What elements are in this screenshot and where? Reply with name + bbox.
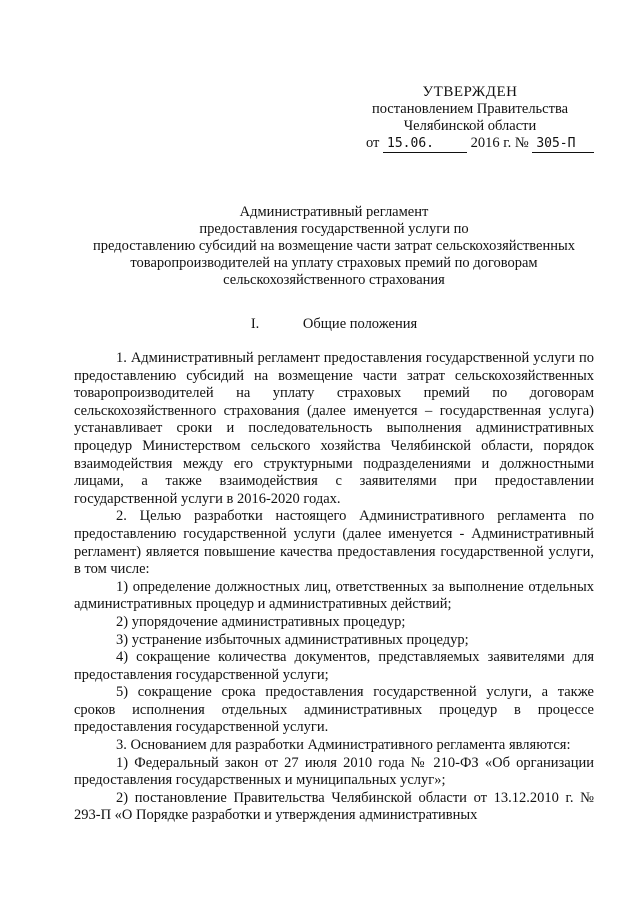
paragraph: 1) Федеральный закон от 27 июля 2010 года № 210-ФЗ «Об организации предоставления государственных и муниципальных услуг»; — [74, 754, 594, 789]
heading-line-5: сельскохозяйственного страхования — [223, 272, 445, 288]
section-title: Общие положения — [302, 316, 418, 332]
paragraph: 1) определение должностных лиц, ответственных за выполнение отдельных административных процедур и административных действий; — [74, 578, 594, 613]
heading-line-4: товаропроизводителей на уплату страховых премий по договорам — [130, 255, 538, 271]
document-heading — [74, 204, 594, 289]
section-number: I. — [250, 316, 260, 332]
heading-line-2: предоставления государственной услуги по — [199, 221, 469, 237]
approval-prefix: от — [366, 135, 380, 151]
paragraph: 2) упорядочение административных процедур; — [116, 613, 406, 630]
heading-line-3: предоставлению субсидий на возмещение части затрат сельскохозяйственных — [92, 238, 576, 254]
approval-date-handwritten: 15.06. — [383, 135, 467, 153]
paragraph: 3. Основанием для разработки Административного регламента являются: — [116, 737, 571, 754]
paragraph: 2) постановление Правительства Челябинской области от 13.12.2010 г. № 293-П «О Порядке разработки и утверждения административных — [74, 789, 594, 824]
paragraph: 4) сокращение количества документов, представляемых заявителями для предоставления государственной услуги; — [74, 649, 594, 683]
heading-line-1: Административный регламент — [239, 204, 429, 220]
paragraph: 3) устранение избыточных административных процедур; — [116, 631, 469, 648]
approval-stamp — [360, 84, 580, 153]
approval-line-1: постановлением Правительства — [371, 101, 569, 117]
approval-line-2: Челябинской области — [403, 118, 537, 134]
approval-number-sign: № — [514, 135, 529, 151]
approval-year: 2016 г. — [470, 135, 512, 151]
approval-title: УТВЕРЖДЕН — [422, 84, 518, 100]
section-heading — [74, 316, 594, 333]
paragraph: 2. Целью разработки настоящего Административного регламента по предоставлению государственной услуги (далее именуется - Административный регламент) является повышение качества предоставления государственной услуги, в том числе: — [74, 508, 594, 578]
document-body — [74, 350, 594, 825]
paragraph: 5) сокращение срока предоставления государственной услуги, а также сроков исполнения отдельных административных процедур в процессе предоставления государственной услуги. — [74, 684, 594, 736]
approval-number-handwritten: 305-П — [532, 135, 594, 153]
paragraph: 1. Административный регламент предоставления государственной услуги по предоставлению субсидий на возмещение части затрат сельскохозяйственных товаропроизводителей на уплату страховых премий по договорам сельскохозяйственного страхования (далее именуется – государственная услуга) устанавливает сроки и последовательность выполнения административных процедур Министерством сельского хозяйства Челябинской области, порядок взаимодействия между его структурными подразделениями и должностными лицами, а также взаимодействия с заявителями при предоставлении государственной услуги в 2016-2020 годах. — [74, 350, 594, 507]
approval-date-line — [366, 135, 580, 153]
